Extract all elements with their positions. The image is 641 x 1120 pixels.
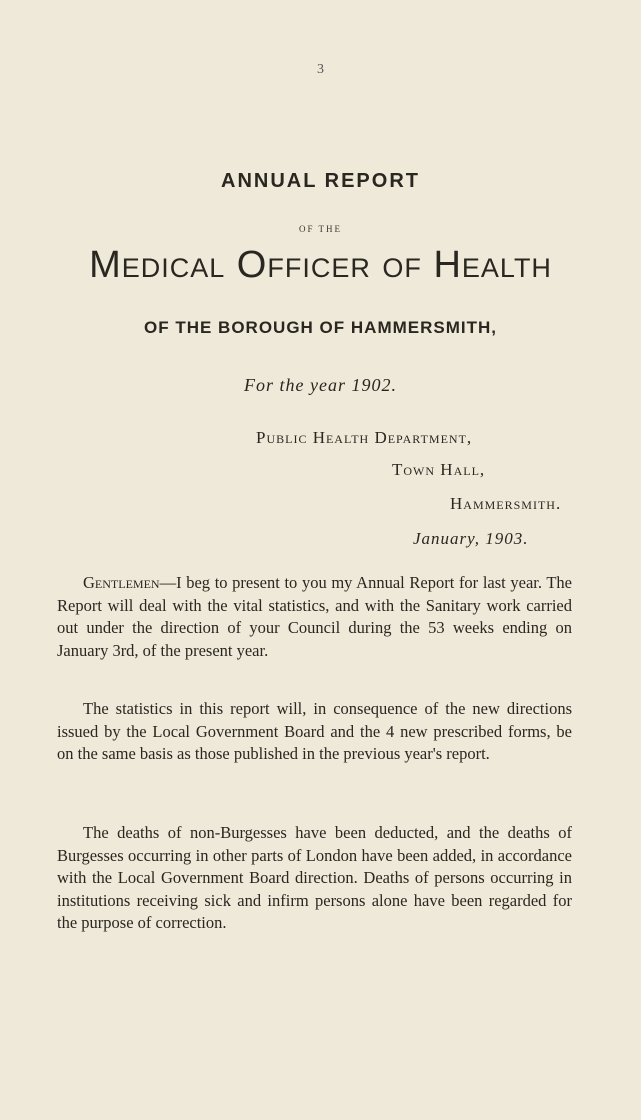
paragraph-statistics: [57, 698, 572, 766]
paragraph-statistics-text: The statistics in this report will, in consequence of the new directions issued by the Local Government Board and the 4 new prescribed forms, be on the same basis as those published in the previous year's report.: [57, 699, 572, 763]
borough-line: OF THE BOROUGH OF HAMMERSMITH,: [144, 318, 497, 337]
address-town-hall: Town Hall,: [392, 460, 486, 479]
paragraph-introduction: [57, 572, 572, 662]
salutation: Gentlemen: [83, 573, 160, 592]
paragraph-deaths-text: The deaths of non-Burgesses have been deducted, and the deaths of Burgesses occurring in other parts of London have been added, in accordance with the Local Government Board direction. Deaths of persons occurring in institutions receiving sick and infirm persons alone have been regarded for the purpose of correction.: [57, 823, 572, 932]
address-department: Public Health Department,: [256, 428, 473, 447]
paragraph-deaths: [57, 822, 572, 935]
report-title: Medical Officer of Health: [89, 244, 552, 286]
letter-date: January, 1903.: [413, 529, 529, 548]
address-place: Hammersmith.: [450, 494, 562, 513]
report-heading: ANNUAL REPORT: [221, 170, 420, 192]
of-the-label: OF THE: [298, 224, 343, 234]
paragraph-introduction-text: —I beg to present to you my Annual Report for last year. The Report will deal with the vital statistics, and with the Sanitary work carried out under the direction of your Council during the 53 weeks ending on January 3rd, of the present year.: [57, 573, 572, 660]
page-number: 3: [317, 62, 324, 77]
year-line: For the year 1902.: [244, 375, 397, 395]
